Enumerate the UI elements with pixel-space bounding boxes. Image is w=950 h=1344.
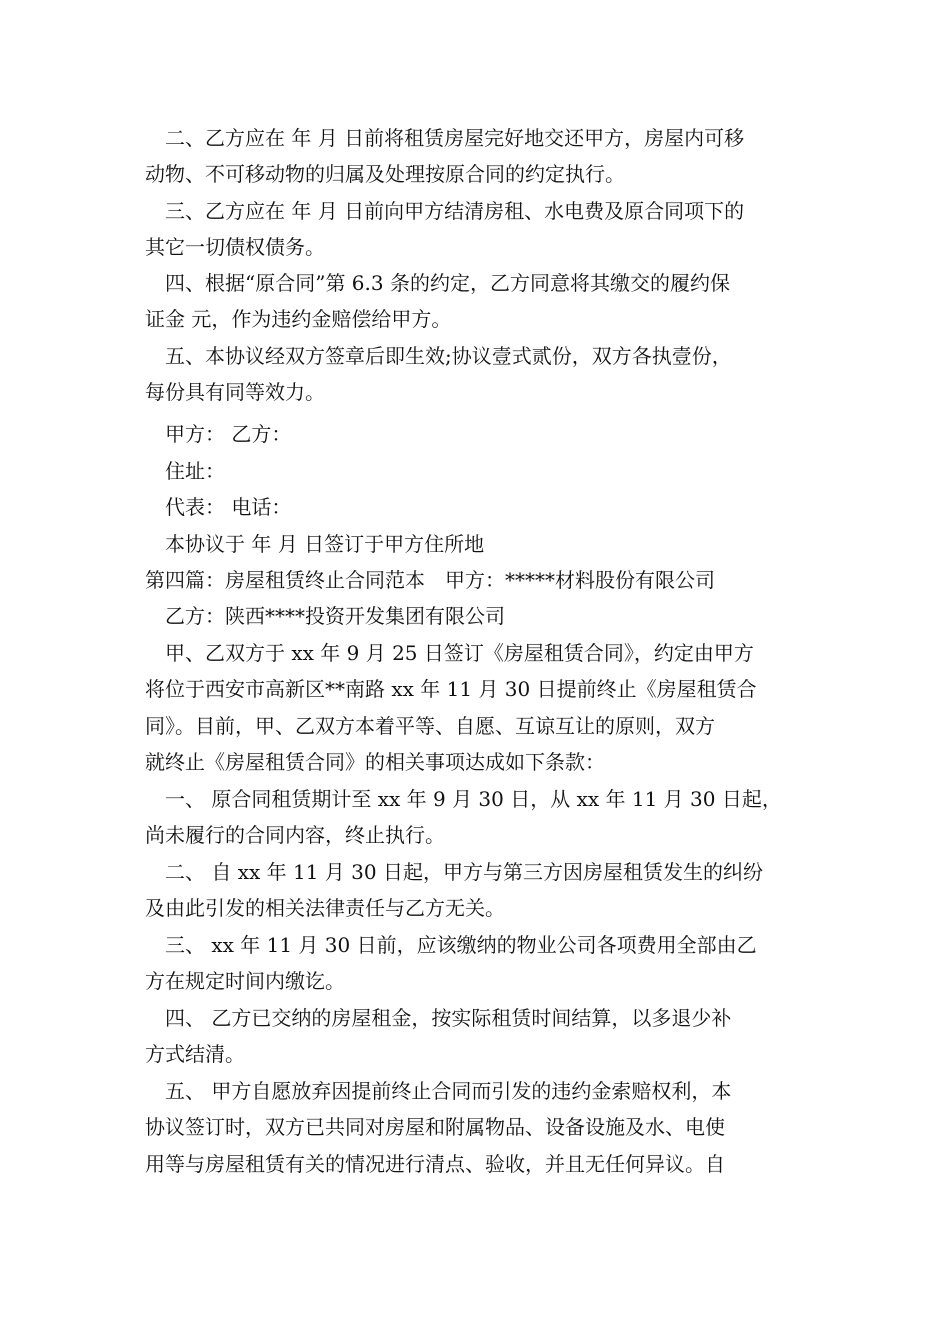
signing-note: 本协议于 年 月 日签订于甲方住所地 — [165, 532, 485, 556]
paragraph-line: 四、根据“原合同”第 6.3 条的约定，乙方同意将其缴交的履约保 — [165, 271, 730, 295]
paragraph-line: 方式结清。 — [145, 1042, 245, 1066]
paragraph-line: 协议签订时，双方已共同对房屋和附属物品、设备设施及水、电使 — [145, 1115, 725, 1139]
paragraph-line: 方在规定时间内缴讫。 — [145, 969, 345, 993]
paragraph-line: 证金 元，作为违约金赔偿给甲方。 — [145, 307, 452, 331]
paragraph-line: 其它一切债权债务。 — [145, 235, 325, 259]
paragraph-line: 五、本协议经双方签章后即生效;协议壹式贰份，双方各执壹份， — [165, 344, 732, 368]
signature-line: 代表： 电话： — [165, 495, 292, 519]
paragraph-line: 用等与房屋租赁有关的情况进行清点、验收，并且无任何异议。自 — [145, 1152, 725, 1176]
paragraph-line: 三、乙方应在 年 月 日前向甲方结清房租、水电费及原合同项下的 — [165, 199, 745, 223]
paragraph-line: 五、 甲方自愿放弃因提前终止合同而引发的违约金索赔权利，本 — [165, 1079, 732, 1103]
paragraph-line: 二、乙方应在 年 月 日前将租赁房屋完好地交还甲方，房屋内可移 — [165, 126, 745, 150]
paragraph-line: 及由此引发的相关法律责任与乙方无关。 — [145, 896, 505, 920]
paragraph-line: 尚未履行的合同内容，终止执行。 — [145, 823, 445, 847]
paragraph-line: 二、 自 xx 年 11 月 30 日起，甲方与第三方因房屋租赁发生的纠纷 — [165, 860, 763, 884]
paragraph-line: 一、 原合同租赁期计至 xx 年 9 月 30 日，从 xx 年 11 月 30 日起， — [165, 787, 782, 811]
paragraph-line: 动物、不可移动物的归属及处理按原合同的约定执行。 — [145, 162, 625, 186]
paragraph-line: 四、 乙方已交纳的房屋租金，按实际租赁时间结算，以多退少补 — [165, 1006, 732, 1030]
paragraph-line: 每份具有同等效力。 — [145, 380, 325, 404]
paragraph-line: 就终止《房屋租赁合同》的相关事项达成如下条款： — [145, 750, 605, 774]
paragraph-line: 三、 xx 年 11 月 30 日前，应该缴纳的物业公司各项费用全部由乙 — [165, 933, 757, 957]
section-heading: 第四篇：房屋租赁终止合同范本 甲方：*****材料股份有限公司 — [145, 568, 715, 592]
signature-line: 住址： — [165, 459, 225, 483]
paragraph-line: 将位于西安市高新区**南路 xx 年 11 月 30 日提前终止《房屋租赁合 — [145, 677, 757, 701]
paragraph-line: 甲、乙双方于 xx 年 9 月 25 日签订《房屋租赁合同》，约定由甲方 — [165, 641, 754, 665]
party-line: 乙方：陕西****投资开发集团有限公司 — [165, 604, 505, 628]
signature-line: 甲方： 乙方： — [165, 422, 292, 446]
paragraph-line: 同》。目前，甲、乙双方本着平等、自愿、互谅互让的原则，双方 — [145, 714, 715, 738]
